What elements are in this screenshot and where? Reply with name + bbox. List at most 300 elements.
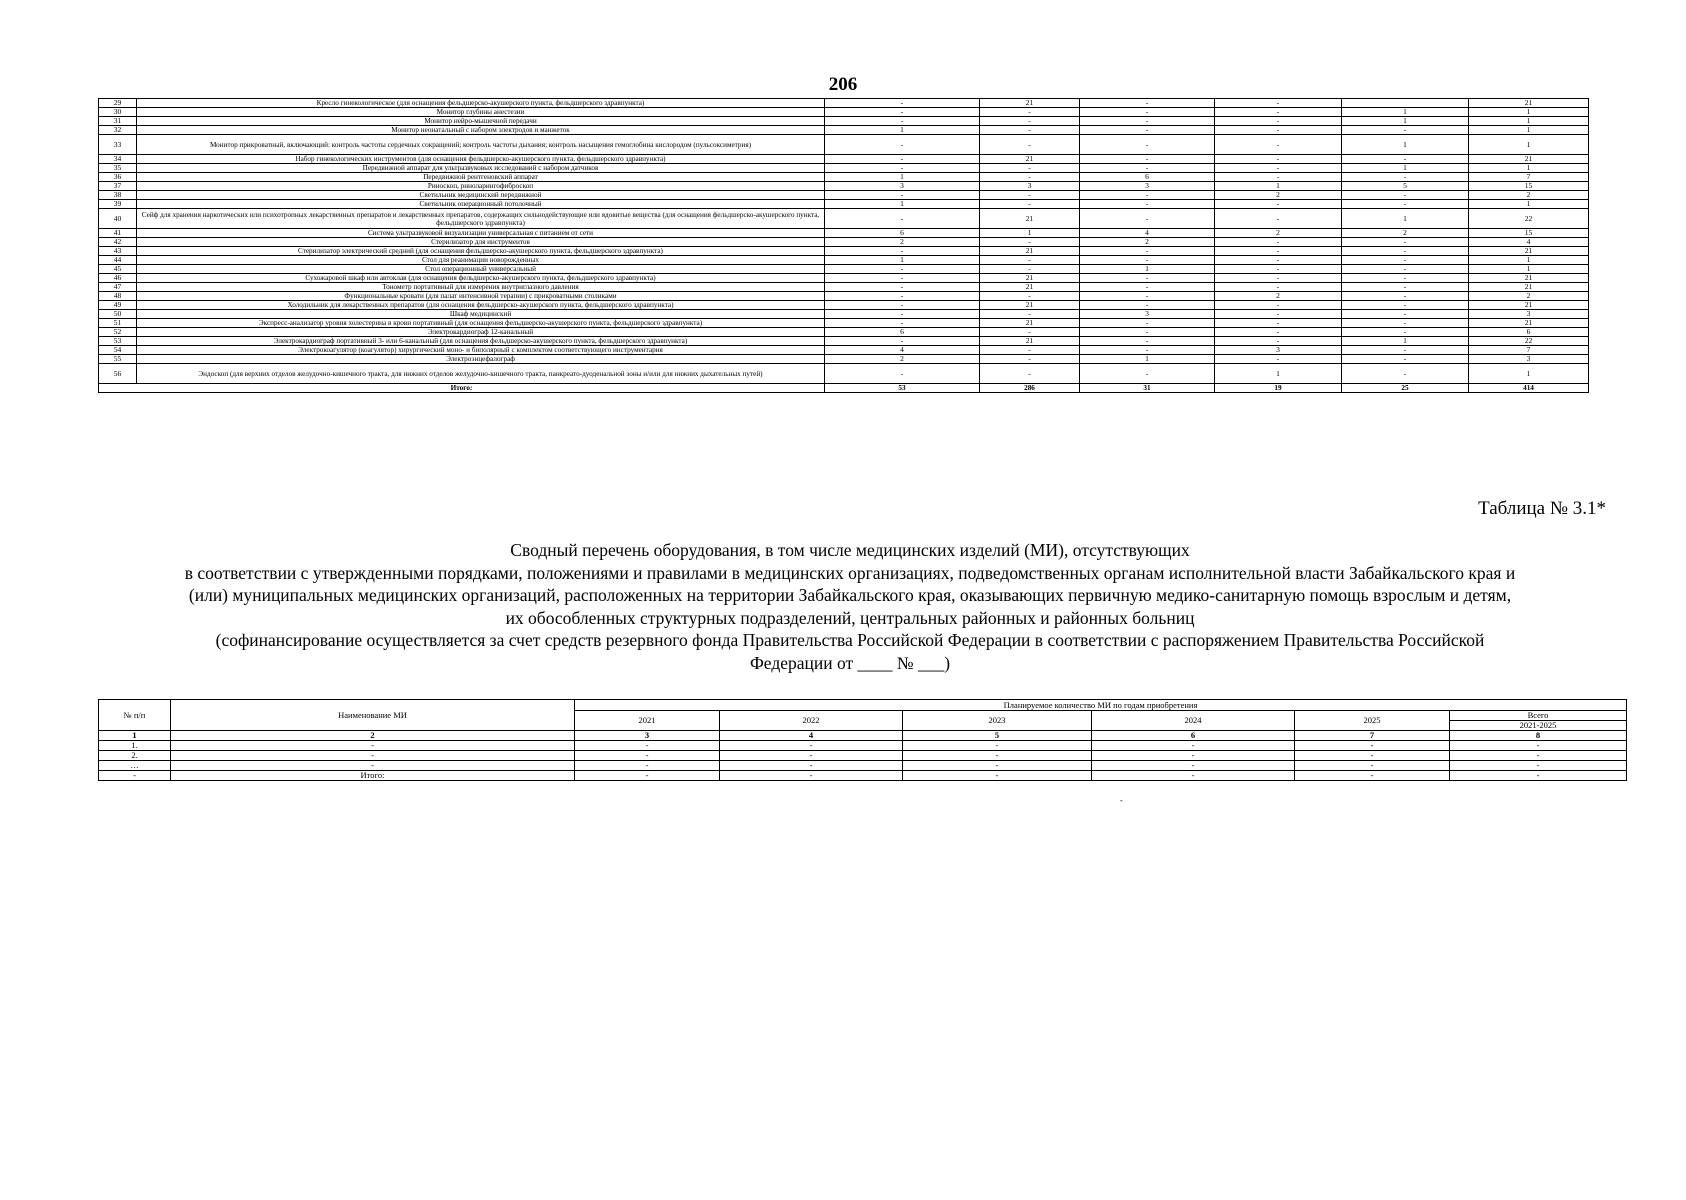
quantity-cell: - xyxy=(1080,337,1215,346)
row-number-cell: 30 xyxy=(99,108,137,117)
quantity-cell: - xyxy=(1450,751,1627,761)
quantity-cell: 21 xyxy=(980,337,1080,346)
quantity-cell: - xyxy=(1080,301,1215,310)
page-number: 206 xyxy=(828,74,858,95)
table-row xyxy=(99,771,1627,781)
quantity-cell: 1 xyxy=(1469,108,1589,117)
table-heading xyxy=(100,539,1600,675)
total-row xyxy=(99,384,1589,393)
quantity-cell: - xyxy=(1215,274,1342,283)
row-number-cell: 34 xyxy=(99,155,137,164)
quantity-cell: 21 xyxy=(980,319,1080,328)
row-number-cell: 41 xyxy=(99,229,137,238)
summary-equipment-table xyxy=(98,699,1627,781)
row-number-cell: 31 xyxy=(99,117,137,126)
quantity-cell: - xyxy=(980,364,1080,384)
quantity-cell: - xyxy=(1215,126,1342,135)
quantity-cell: 21 xyxy=(980,283,1080,292)
row-number-cell: - xyxy=(99,771,171,781)
table-row xyxy=(99,292,1589,301)
quantity-cell: 1 xyxy=(1469,126,1589,135)
row-number-cell: 45 xyxy=(99,265,137,274)
quantity-cell: 6 xyxy=(1080,173,1215,182)
row-number-cell: 38 xyxy=(99,191,137,200)
column-number-cell: 7 xyxy=(1295,731,1450,741)
row-number-cell: 35 xyxy=(99,164,137,173)
quantity-cell: - xyxy=(1295,761,1450,771)
quantity-cell: 2 xyxy=(825,355,980,364)
equipment-name-cell: - xyxy=(171,741,575,751)
total-cell: 414 xyxy=(1469,384,1589,393)
quantity-cell: - xyxy=(1342,274,1469,283)
row-number-cell: 48 xyxy=(99,292,137,301)
quantity-cell: - xyxy=(980,265,1080,274)
row-number-cell: 37 xyxy=(99,182,137,191)
row-number-cell: 52 xyxy=(99,328,137,337)
quantity-cell: - xyxy=(1080,117,1215,126)
equipment-name-cell: Функциональные кровати (для палат интенсивной терапии) с прикроватными столиками xyxy=(137,292,825,301)
quantity-cell: - xyxy=(1215,283,1342,292)
table-row xyxy=(99,319,1589,328)
quantity-cell: - xyxy=(1295,771,1450,781)
quantity-cell: - xyxy=(980,173,1080,182)
quantity-cell: 1 xyxy=(1469,265,1589,274)
quantity-cell: - xyxy=(1342,191,1469,200)
quantity-cell: 1 xyxy=(825,256,980,265)
quantity-cell: 1 xyxy=(1342,108,1469,117)
equipment-name-cell: Монитор нейро-мышечной передачи xyxy=(137,117,825,126)
table-label: Таблица № 3.1* xyxy=(1478,498,1606,519)
row-number-cell: 39 xyxy=(99,200,137,209)
column-header-year: 2021 xyxy=(575,711,720,731)
quantity-cell: 21 xyxy=(980,155,1080,164)
equipment-name-cell: - xyxy=(171,761,575,771)
total-label: Итого: xyxy=(99,384,825,393)
quantity-cell: - xyxy=(1342,319,1469,328)
quantity-cell: - xyxy=(1080,283,1215,292)
equipment-name-cell: Тонометр портативный для измерения внутриглазного давления xyxy=(137,283,825,292)
quantity-cell: - xyxy=(575,741,720,751)
quantity-cell: - xyxy=(825,247,980,256)
heading-line: (или) муниципальных медицинских организаций, расположенных на территории Забайкальского края, оказывающих первичную медико-санитарную помощь взрослым и детям, xyxy=(188,585,1512,606)
quantity-cell: - xyxy=(1080,108,1215,117)
quantity-cell: - xyxy=(575,751,720,761)
equipment-name-cell: Стерилизатор электрический средний (для оснащения фельдшерско-акушерского пункта, фельдшерского здравпункта) xyxy=(137,247,825,256)
quantity-cell: - xyxy=(1215,99,1342,108)
equipment-name-cell: - xyxy=(171,751,575,761)
table-row xyxy=(99,265,1589,274)
quantity-cell: - xyxy=(1342,126,1469,135)
quantity-cell: - xyxy=(1215,265,1342,274)
quantity-cell: - xyxy=(825,108,980,117)
quantity-cell: 21 xyxy=(1469,155,1589,164)
equipment-name-cell: Экспресс-анализатор уровня холестерина в крови портативный (для оснащения фельдшерско-акушерского пункта, фельдшерского здравпункта) xyxy=(137,319,825,328)
total-cell: 286 xyxy=(980,384,1080,393)
quantity-cell: - xyxy=(1215,310,1342,319)
quantity-cell: 2 xyxy=(1080,238,1215,247)
quantity-cell: - xyxy=(1450,741,1627,751)
quantity-cell: 21 xyxy=(1469,319,1589,328)
quantity-cell: - xyxy=(1295,751,1450,761)
quantity-cell: - xyxy=(1215,238,1342,247)
table-row xyxy=(99,238,1589,247)
quantity-cell: - xyxy=(720,741,903,751)
quantity-cell: - xyxy=(903,771,1092,781)
quantity-cell: 1 xyxy=(1080,265,1215,274)
quantity-cell: - xyxy=(980,108,1080,117)
quantity-cell: 5 xyxy=(1342,182,1469,191)
quantity-cell: - xyxy=(825,164,980,173)
quantity-cell: - xyxy=(1092,761,1295,771)
quantity-cell: 3 xyxy=(1080,310,1215,319)
total-cell: 25 xyxy=(1342,384,1469,393)
quantity-cell: - xyxy=(903,741,1092,751)
total-cell: 31 xyxy=(1080,384,1215,393)
row-number-cell: 51 xyxy=(99,319,137,328)
quantity-cell: - xyxy=(1342,328,1469,337)
total-cell: 53 xyxy=(825,384,980,393)
quantity-cell: - xyxy=(825,274,980,283)
quantity-cell: - xyxy=(980,117,1080,126)
quantity-cell: 21 xyxy=(980,274,1080,283)
quantity-cell: 21 xyxy=(1469,301,1589,310)
quantity-cell: 21 xyxy=(980,209,1080,229)
column-number-row xyxy=(99,731,1627,741)
equipment-name-cell: Монитор прикроватный, включающий: контроль частоты сердечных сокращений; контроль частоты дыхания; контроль насыщения гемоглобина кислородом (пульсоксиметрия) xyxy=(137,135,825,155)
table-header-row xyxy=(99,700,1627,711)
quantity-cell: - xyxy=(1342,247,1469,256)
row-number-cell: 47 xyxy=(99,283,137,292)
quantity-cell: - xyxy=(1342,155,1469,164)
quantity-cell: - xyxy=(1092,771,1295,781)
quantity-cell: - xyxy=(1080,191,1215,200)
quantity-cell: - xyxy=(1215,117,1342,126)
quantity-cell: 1 xyxy=(1215,364,1342,384)
table-row xyxy=(99,256,1589,265)
quantity-cell: 15 xyxy=(1469,229,1589,238)
quantity-cell: - xyxy=(825,99,980,108)
quantity-cell: 1 xyxy=(1342,209,1469,229)
column-group-header: Планируемое количество МИ по годам приобретения xyxy=(575,700,1627,711)
quantity-cell: - xyxy=(825,191,980,200)
column-header-year: 2023 xyxy=(903,711,1092,731)
equipment-name-cell: Монитор глубины анестезии xyxy=(137,108,825,117)
quantity-cell: 2 xyxy=(1469,292,1589,301)
column-number-cell: 4 xyxy=(720,731,903,741)
column-number-cell: 1 xyxy=(99,731,171,741)
quantity-cell: - xyxy=(1080,247,1215,256)
equipment-name-cell: Передвижной аппарат для ультразвуковых исследований с набором датчиков xyxy=(137,164,825,173)
quantity-cell: 21 xyxy=(1469,247,1589,256)
quantity-cell: - xyxy=(825,209,980,229)
stray-mark: - xyxy=(1120,796,1123,805)
quantity-cell: 4 xyxy=(1469,238,1589,247)
quantity-cell: - xyxy=(1215,247,1342,256)
quantity-cell: - xyxy=(825,301,980,310)
quantity-cell: - xyxy=(1342,173,1469,182)
table-row xyxy=(99,741,1627,751)
quantity-cell: - xyxy=(1092,741,1295,751)
quantity-cell: - xyxy=(825,292,980,301)
quantity-cell: - xyxy=(1080,209,1215,229)
column-header-total-period: 2021-2025 xyxy=(1450,721,1627,731)
quantity-cell: - xyxy=(1450,771,1627,781)
quantity-cell: 22 xyxy=(1469,209,1589,229)
quantity-cell: 1 xyxy=(1215,182,1342,191)
quantity-cell: - xyxy=(1215,164,1342,173)
equipment-name-cell: Электрокоагулятор (коагулятор) хирургический моно- и биполярный с комплектом соответствующего инструментария xyxy=(137,346,825,355)
quantity-cell: - xyxy=(1342,200,1469,209)
quantity-cell: - xyxy=(980,135,1080,155)
quantity-cell: - xyxy=(1080,292,1215,301)
equipment-name-cell: Электрокардиограф портативный 3- или 6-канальный (для оснащения фельдшерско-акушерского пункта, фельдшерского здравпункта) xyxy=(137,337,825,346)
quantity-cell: 3 xyxy=(1469,310,1589,319)
quantity-cell xyxy=(1342,99,1469,108)
equipment-name-cell: Светильник операционный потолочный xyxy=(137,200,825,209)
row-number-cell: 36 xyxy=(99,173,137,182)
equipment-name-cell: Набор гинекологических инструментов (для оснащения фельдшерско-акушерского пункта, фельдшерского здравпункта) xyxy=(137,155,825,164)
column-header-total: Всего xyxy=(1450,711,1627,721)
quantity-cell: 1 xyxy=(1469,200,1589,209)
equipment-name-cell: Эндоскоп (для верхних отделов желудочно-кишечного тракта, для нижних отделов желудочно-кишечного тракта, панкреато-дуоденальной зоны и/или для нижних дыхательных путей) xyxy=(137,364,825,384)
column-header-year: 2024 xyxy=(1092,711,1295,731)
quantity-cell: - xyxy=(1080,328,1215,337)
table-row xyxy=(99,155,1589,164)
quantity-cell: 2 xyxy=(1215,229,1342,238)
quantity-cell: 21 xyxy=(980,99,1080,108)
quantity-cell: - xyxy=(1215,200,1342,209)
quantity-cell: 1 xyxy=(1469,256,1589,265)
table-row xyxy=(99,337,1589,346)
row-number-cell: 42 xyxy=(99,238,137,247)
quantity-cell: - xyxy=(980,200,1080,209)
quantity-cell: 21 xyxy=(1469,274,1589,283)
column-number-cell: 2 xyxy=(171,731,575,741)
quantity-cell: - xyxy=(1215,328,1342,337)
quantity-cell: - xyxy=(825,155,980,164)
quantity-cell: - xyxy=(903,761,1092,771)
quantity-cell: - xyxy=(1342,256,1469,265)
quantity-cell: 1 xyxy=(1469,117,1589,126)
equipment-name-cell: Стол операционный универсальный xyxy=(137,265,825,274)
quantity-cell: - xyxy=(825,283,980,292)
column-header-number: № п/п xyxy=(99,700,171,731)
quantity-cell: - xyxy=(1342,265,1469,274)
table-row xyxy=(99,328,1589,337)
equipment-name-cell: Риноскоп, риноларингофиброскоп xyxy=(137,182,825,191)
quantity-cell: - xyxy=(980,256,1080,265)
quantity-cell: - xyxy=(1215,108,1342,117)
quantity-cell: - xyxy=(1080,135,1215,155)
heading-line: Сводный перечень оборудования, в том числе медицинских изделий (МИ), отсутствующих xyxy=(510,540,1190,560)
quantity-cell: - xyxy=(825,337,980,346)
equipment-name-cell: Светильник медицинский передвижной xyxy=(137,191,825,200)
quantity-cell: 1 xyxy=(1342,337,1469,346)
row-number-cell: 33 xyxy=(99,135,137,155)
equipment-name-cell: Передвижной рентгеновский аппарат xyxy=(137,173,825,182)
row-number-cell: 46 xyxy=(99,274,137,283)
quantity-cell: 6 xyxy=(825,229,980,238)
equipment-name-cell: Сейф для хранения наркотических или психотропных лекарственных препаратов и лекарственных препаратов, содержащих сильнодействующие или ядовитые вещества (для оснащения фельдшерско-акушерского пункта, фельдшерского здравпункта) xyxy=(137,209,825,229)
quantity-cell: - xyxy=(575,771,720,781)
quantity-cell: 1 xyxy=(1342,135,1469,155)
table-row xyxy=(99,247,1589,256)
quantity-cell: 1 xyxy=(1469,135,1589,155)
quantity-cell: 22 xyxy=(1469,337,1589,346)
quantity-cell: - xyxy=(980,238,1080,247)
quantity-cell: - xyxy=(980,164,1080,173)
row-number-cell: 53 xyxy=(99,337,137,346)
quantity-cell: 1 xyxy=(1469,364,1589,384)
quantity-cell: - xyxy=(980,126,1080,135)
equipment-name-cell: Кресло гинекологическое (для оснащения фельдшерско-акушерского пункта, фельдшерского здравпункта) xyxy=(137,99,825,108)
quantity-cell: - xyxy=(1342,355,1469,364)
quantity-cell: 7 xyxy=(1469,346,1589,355)
table-row xyxy=(99,310,1589,319)
quantity-cell: - xyxy=(1080,319,1215,328)
row-number-cell: 55 xyxy=(99,355,137,364)
quantity-cell: 6 xyxy=(825,328,980,337)
quantity-cell: - xyxy=(1215,256,1342,265)
table-row xyxy=(99,108,1589,117)
quantity-cell: - xyxy=(1215,337,1342,346)
quantity-cell: - xyxy=(720,771,903,781)
quantity-cell: - xyxy=(980,292,1080,301)
table-row xyxy=(99,99,1589,108)
quantity-cell: - xyxy=(1080,256,1215,265)
quantity-cell: - xyxy=(1080,164,1215,173)
row-number-cell: 56 xyxy=(99,364,137,384)
table-row xyxy=(99,274,1589,283)
table-row xyxy=(99,364,1589,384)
heading-line: Федерации от ____ № ___) xyxy=(749,652,951,673)
quantity-cell: 4 xyxy=(1080,229,1215,238)
equipment-name-cell: Холодильник для лекарственных препаратов (для оснащения фельдшерско-акушерского пункта, фельдшерского здравпункта) xyxy=(137,301,825,310)
quantity-cell: 21 xyxy=(980,301,1080,310)
quantity-cell: - xyxy=(1215,301,1342,310)
table-row xyxy=(99,283,1589,292)
heading-line: в соответствии с утвержденными порядками, положениями и правилами в медицинских организациях, подведомственных органам исполнительной власти Забайкальского края и xyxy=(184,562,1516,583)
table-row xyxy=(99,135,1589,155)
quantity-cell: 2 xyxy=(1342,229,1469,238)
column-number-cell: 5 xyxy=(903,731,1092,741)
quantity-cell: 3 xyxy=(1469,355,1589,364)
table-row xyxy=(99,761,1627,771)
quantity-cell: - xyxy=(980,355,1080,364)
quantity-cell: 1 xyxy=(825,173,980,182)
quantity-cell: - xyxy=(980,328,1080,337)
quantity-cell: - xyxy=(1080,126,1215,135)
quantity-cell: - xyxy=(1080,364,1215,384)
equipment-name-cell: Шкаф медицинский xyxy=(137,310,825,319)
row-number-cell: 1. xyxy=(99,741,171,751)
table-row xyxy=(99,301,1589,310)
quantity-cell: - xyxy=(1215,209,1342,229)
row-number-cell: 54 xyxy=(99,346,137,355)
quantity-cell: - xyxy=(825,265,980,274)
table-row xyxy=(99,200,1589,209)
quantity-cell: 1 xyxy=(980,229,1080,238)
quantity-cell: - xyxy=(1215,355,1342,364)
quantity-cell: 1 xyxy=(825,126,980,135)
equipment-name-cell: Сухожаровой шкаф или автоклав (для оснащения фельдшерско-акушерского пункта, фельдшерского здравпункта) xyxy=(137,274,825,283)
quantity-cell: 4 xyxy=(825,346,980,355)
quantity-cell: - xyxy=(980,346,1080,355)
quantity-cell: 21 xyxy=(1469,99,1589,108)
quantity-cell: 3 xyxy=(825,182,980,191)
row-number-cell: 50 xyxy=(99,310,137,319)
column-number-cell: 3 xyxy=(575,731,720,741)
quantity-cell: - xyxy=(1080,200,1215,209)
quantity-cell: - xyxy=(825,310,980,319)
column-header-name: Наименование МИ xyxy=(171,700,575,731)
quantity-cell: - xyxy=(825,117,980,126)
equipment-name-cell: Стол для реанимации новорожденных xyxy=(137,256,825,265)
quantity-cell: 7 xyxy=(1469,173,1589,182)
quantity-cell: - xyxy=(720,751,903,761)
quantity-cell: 3 xyxy=(1215,346,1342,355)
quantity-cell: - xyxy=(1342,310,1469,319)
quantity-cell: - xyxy=(1215,155,1342,164)
quantity-cell: 15 xyxy=(1469,182,1589,191)
quantity-cell: - xyxy=(980,191,1080,200)
column-number-cell: 6 xyxy=(1092,731,1295,741)
quantity-cell: - xyxy=(1342,364,1469,384)
quantity-cell: 6 xyxy=(1469,328,1589,337)
equipment-name-cell: Итого: xyxy=(171,771,575,781)
row-number-cell: 29 xyxy=(99,99,137,108)
quantity-cell: - xyxy=(980,310,1080,319)
table-row xyxy=(99,751,1627,761)
quantity-cell: 2 xyxy=(1215,292,1342,301)
quantity-cell: 2 xyxy=(1215,191,1342,200)
quantity-cell: 2 xyxy=(1469,191,1589,200)
equipment-name-cell: Электрокардиограф 12-канальный xyxy=(137,328,825,337)
quantity-cell: - xyxy=(1450,761,1627,771)
row-number-cell: 32 xyxy=(99,126,137,135)
quantity-cell: - xyxy=(1080,155,1215,164)
quantity-cell: - xyxy=(1342,346,1469,355)
table-row xyxy=(99,346,1589,355)
row-number-cell: 49 xyxy=(99,301,137,310)
quantity-cell: 21 xyxy=(1469,283,1589,292)
quantity-cell: 1 xyxy=(1342,164,1469,173)
quantity-cell: - xyxy=(1215,173,1342,182)
heading-line: их обособленных структурных подразделений, центральных районных и районных больниц xyxy=(505,607,1195,628)
heading-line: (софинансирование осуществляется за счет средств резервного фонда Правительства Российской Федерации в соответствии с распоряжением Правительства Российской xyxy=(215,630,1485,651)
column-header-year: 2025 xyxy=(1295,711,1450,731)
table-row xyxy=(99,182,1589,191)
quantity-cell: - xyxy=(1342,301,1469,310)
equipment-name-cell: Монитор неонатальный с набором электродов и манжеток xyxy=(137,126,825,135)
quantity-cell: 1 xyxy=(1469,164,1589,173)
row-number-cell: 2. xyxy=(99,751,171,761)
row-number-cell: 44 xyxy=(99,256,137,265)
table-row xyxy=(99,355,1589,364)
quantity-cell: - xyxy=(1080,346,1215,355)
total-cell: 19 xyxy=(1215,384,1342,393)
quantity-cell: 1 xyxy=(1342,117,1469,126)
column-header-year: 2022 xyxy=(720,711,903,731)
row-number-cell: 40 xyxy=(99,209,137,229)
table-row xyxy=(99,164,1589,173)
row-number-cell: … xyxy=(99,761,171,771)
quantity-cell: - xyxy=(1080,274,1215,283)
quantity-cell: 3 xyxy=(1080,182,1215,191)
row-number-cell: 43 xyxy=(99,247,137,256)
quantity-cell: - xyxy=(825,319,980,328)
quantity-cell: 2 xyxy=(825,238,980,247)
